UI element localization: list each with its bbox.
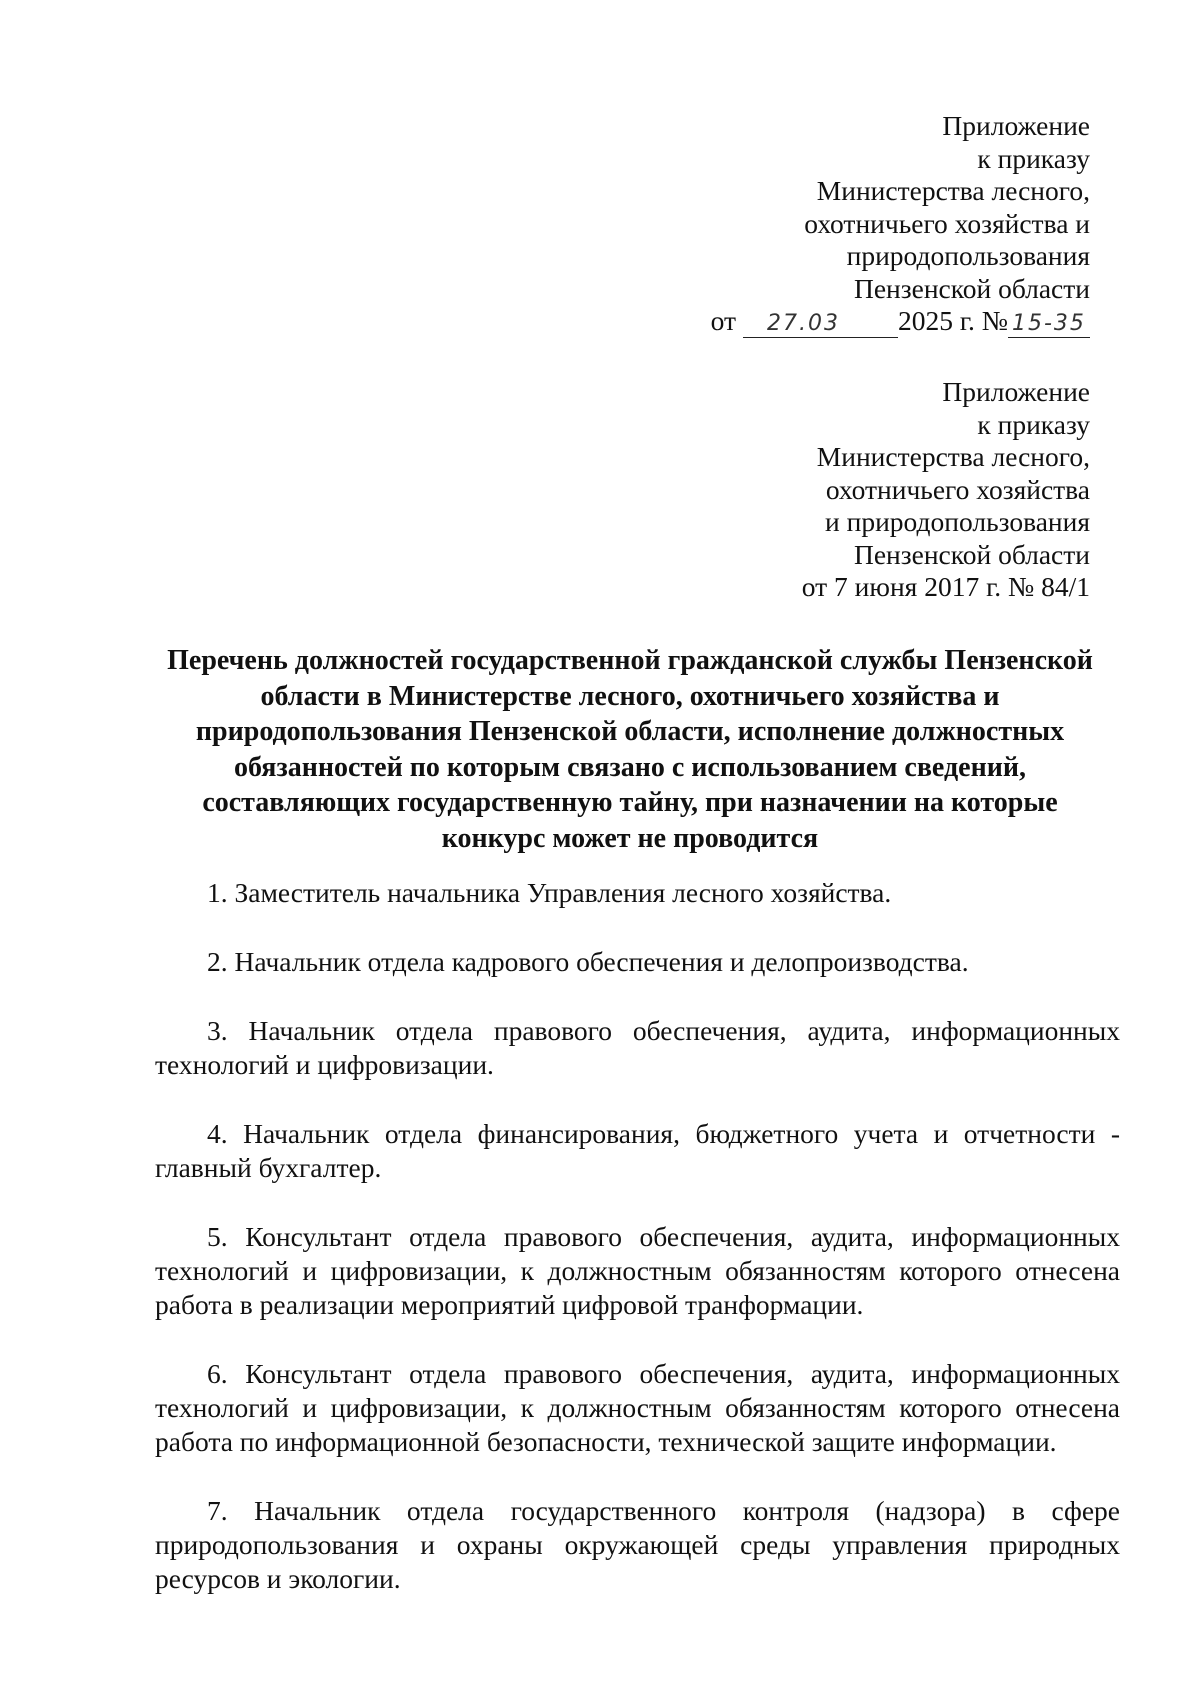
- year-and-number-label: 2025 г. №: [897, 305, 1008, 336]
- list-item: 6. Консультант отдела правового обеспечения, аудита, информационных технологий и цифровизации, к должностным обязанностям которого отнесена работа по информационной безопасности, технической защите информации.: [155, 1358, 1120, 1457]
- order-date-line: [711, 305, 1090, 338]
- appendix-line: Пензенской области: [853, 272, 1090, 304]
- appendix-line: охотничьего хозяйства и: [804, 207, 1090, 239]
- title-line: обязанностей по которым связано с использованием сведений,: [234, 751, 1026, 783]
- list-item: 4. Начальник отдела финансирования, бюджетного учета и отчетности - главный бухгалтер.: [155, 1118, 1120, 1183]
- appendix-line: и природопользования: [825, 506, 1090, 537]
- title-line: природопользования Пензенской области, исполнение должностных: [195, 716, 1065, 747]
- appendix-line: Приложение: [942, 110, 1090, 141]
- list-item: 2. Начальник отдела кадрового обеспечения и делопроизводства.: [207, 946, 969, 977]
- handwritten-number-field: [1008, 308, 1090, 338]
- appendix-line: к приказу: [977, 408, 1090, 440]
- handwritten-date: 27.03: [766, 311, 840, 336]
- appendix-line: Министерства лесного,: [816, 441, 1090, 472]
- title-line: составляющих государственную тайну, при назначении на которые: [202, 787, 1058, 818]
- document-title: [140, 643, 1120, 856]
- title-line: области в Министерстве лесного, охотничьего хозяйства и: [260, 680, 1000, 712]
- appendix-header-2017: [802, 376, 1090, 604]
- list-item: 1. Заместитель начальника Управления лесного хозяйства.: [207, 877, 892, 908]
- date-prefix: от: [710, 305, 737, 336]
- appendix-line: Министерства лесного,: [816, 175, 1090, 206]
- list-item: 5. Консультант отдела правового обеспечения, аудита, информационных технологий и цифровизации, к должностным обязанностям которого отнесена работа в реализации мероприятий цифровой транформации.: [155, 1221, 1120, 1320]
- handwritten-date-field: [743, 308, 898, 338]
- appendix-line: от 7 июня 2017 г. № 84/1: [801, 571, 1090, 602]
- list-item: 7. Начальник отдела государственного контроля (надзора) в сфере природопользования и охраны окружающей среды управления природных ресурсов и экологии.: [155, 1495, 1120, 1594]
- appendix-line: Приложение: [942, 376, 1090, 407]
- positions-list: [155, 876, 1120, 1631]
- handwritten-number: 15-35: [1012, 311, 1086, 336]
- appendix-line: охотничьего хозяйства: [825, 473, 1090, 505]
- title-line: конкурс может не проводится: [441, 822, 819, 854]
- title-line: Перечень должностей государственной гражданской службы Пензенской: [167, 645, 1093, 676]
- appendix-line: к приказу: [977, 142, 1090, 174]
- list-item: 3. Начальник отдела правового обеспечения, аудита, информационных технологий и цифровизации.: [155, 1015, 1120, 1080]
- appendix-header-2025: [711, 110, 1090, 338]
- appendix-line: природопользования: [846, 240, 1090, 271]
- appendix-line: Пензенской области: [853, 538, 1090, 570]
